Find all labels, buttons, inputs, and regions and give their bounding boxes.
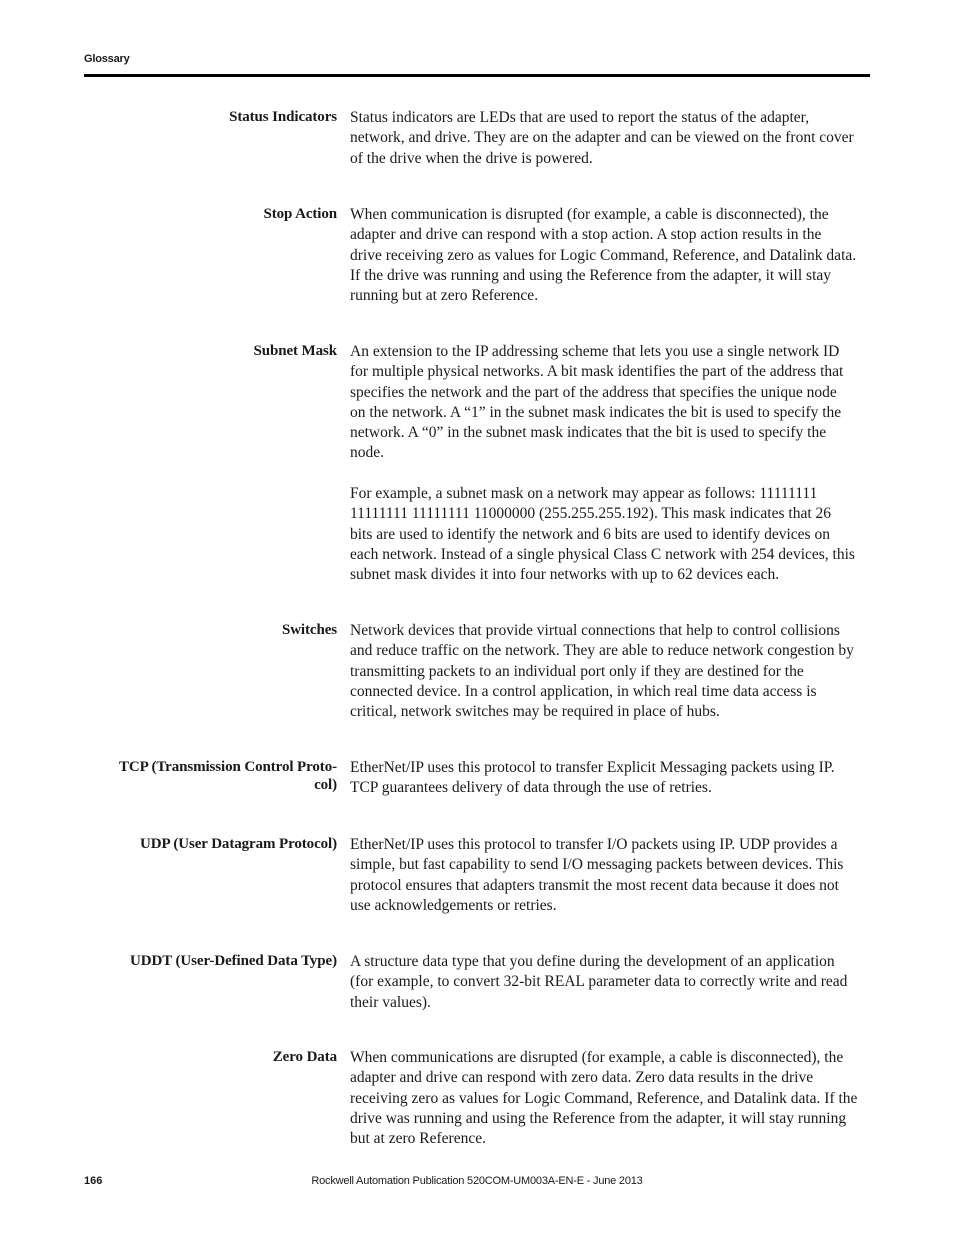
glossary-definition (350, 621, 870, 722)
publication-footer: Rockwell Automation Publication 520COM-UM003A-EN-E - June 2013 (311, 1175, 643, 1187)
glossary-definition (350, 205, 870, 306)
definition-paragraph: An extension to the IP addressing scheme that lets you use a single network ID for multiple physical networks. A bit mask identifies the part of the address that specifies the network and the part of the address that specifies the unique node on the network. A “1” in the subnet mask indicates the bit is used to specify the network. A “0” in the subnet mask indicates that the bit is used to specify the node. (350, 343, 844, 462)
glossary-term: Zero Data (272, 1049, 337, 1065)
glossary-term: TCP (Transmission Control Proto- col) (118, 759, 337, 793)
definition-paragraph: Network devices that provide virtual connections that help to control collisions and reduce traffic on the network. They are able to reduce network congestion by transmitting packets to an individual port only if they are destined for the connected device. In a control application, in which real time data access is critical, network switches may be required in place of hubs. (350, 622, 854, 721)
glossary-term: UDDT (User-Defined Data Type) (130, 953, 337, 969)
definition-paragraph: EtherNet/IP uses this protocol to transfer I/O packets using IP. UDP provides a simple, but fast capability to send I/O messaging packets between devices. This protocol ensures that adapters transmit the most recent data because it does not use acknowledgements or retries. (350, 836, 844, 914)
glossary-definition (350, 108, 870, 169)
glossary-term: Status Indicators (229, 109, 337, 125)
glossary-term: UDP (User Datagram Protocol) (139, 836, 337, 852)
glossary-definition (350, 1048, 870, 1149)
definition-paragraph: EtherNet/IP uses this protocol to transfer Explicit Messaging packets using IP. TCP guarantees delivery of data through the use of retries. (350, 759, 835, 797)
definition-paragraph: When communication is disrupted (for example, a cable is disconnected), the adapter and drive can respond with a stop action. A stop action results in the drive receiving zero as values for Logic Command, Reference, and Datalink data. If the drive was running and using the Reference from the adapter, it will stay running but at zero Reference. (350, 206, 857, 305)
glossary-term: Subnet Mask (253, 343, 337, 359)
page-number: 166 (84, 1175, 103, 1187)
header-rule (84, 74, 870, 77)
definition-paragraph: Status indicators are LEDs that are used to report the status of the adapter, network, and drive. They are on the adapter and can be viewed on the front cover of the drive when the drive is powered. (350, 109, 854, 167)
glossary-term: Switches (281, 622, 337, 638)
glossary-definition (350, 342, 870, 586)
glossary-definition (350, 758, 870, 799)
definition-paragraph: For example, a subnet mask on a network may appear as follows: 11111111 11111111 11111111 11000000 (255.255.255.192). This mask indicates that 26 bits are used to identify the network and 6 bits are used to identify devices on each network. Instead of a single physical Class C network with 254 devices, this subnet mask divides it into four networks with up to 62 devices each. (350, 485, 855, 584)
running-header: Glossary (84, 53, 130, 65)
glossary-term: Stop Action (263, 206, 337, 222)
glossary-definition (350, 835, 870, 916)
definition-paragraph: When communications are disrupted (for example, a cable is disconnected), the adapter and drive can respond with zero data. Zero data results in the drive receiving zero as values for Logic Command, Reference, and Datalink data. If the drive was running and using the Reference from the adapter, it will stay running but at zero Reference. (350, 1049, 858, 1148)
definition-paragraph: A structure data type that you define during the development of an application (for example, to convert 32-bit REAL parameter data to correctly write and read their values). (350, 953, 848, 1011)
glossary-definition (350, 952, 870, 1013)
